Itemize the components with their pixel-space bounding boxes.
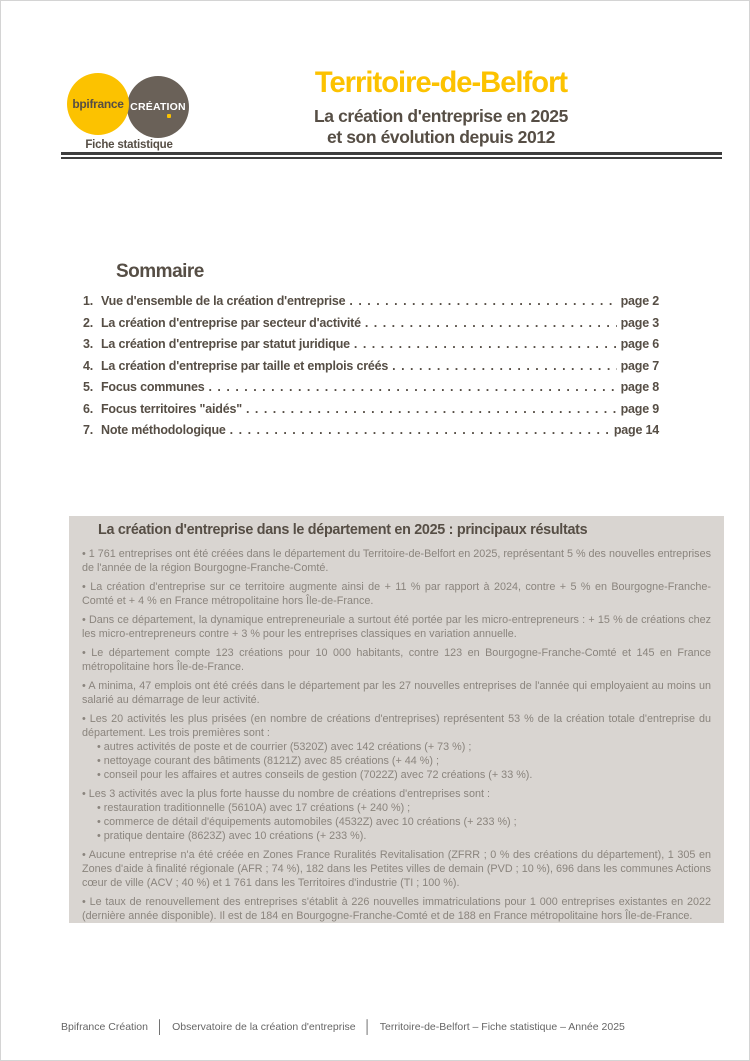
footer-brand: Bpifrance Création [61,1021,148,1033]
result-sub-bullet: • commerce de détail d'équipements automobiles (4532Z) avec 10 créations (+ 233 %) ; [97,815,711,829]
result-bullet: • Aucune entreprise n'a été créée en Zones France Ruralités Revitalisation (ZFRR ; 0 % des créations du département), 1 305 en Zones d'aide à finalité régionale (AFR ; 74 %), 182 dans les Petites villes de demain (PVD ; 10 %), 696 dans les communes Actions cœur de ville (ACV ; 40 %) et 1 761 dans les Territoires d'industrie (TI ; 100 %). [82,848,711,890]
footer-observatory: Observatoire de la création d'entreprise [172,1021,356,1033]
result-bullet: • Les 20 activités les plus prisées (en nombre de créations d'entreprises) représentent 53 % de la création totale d'entreprise du département. Les trois premières sont : [82,712,711,740]
toc-item-label: La création d'entreprise par statut juridique [101,337,350,351]
footer-separator: │ [155,1019,165,1034]
result-bullet: • Le taux de renouvellement des entreprises s'établit à 226 nouvelles immatriculations pour 1 000 entreprises existantes en 2022 (dernière année disponible). Il est de 184 en Bourgogne-Franche-Comté et de 188 en France métropolitaine hors Île-de-France. [82,895,711,923]
result-sub-bullet: • nettoyage courant des bâtiments (8121Z) avec 85 créations (+ 44 %) ; [97,754,711,768]
result-bullet: • 1 761 entreprises ont été créées dans le département du Territoire-de-Belfort en 2025, représentant 5 % des nouvelles entreprises de l'année de la région Bourgogne-Franche-Comté. [82,547,711,575]
creation-logo-circle [127,76,189,138]
toc-item-label: Focus territoires "aidés" [101,401,242,416]
results-box [69,516,724,923]
footer-separator: │ [363,1019,372,1034]
result-sub-bullet: • pratique dentaire (8623Z) avec 10 créations (+ 233 %). [97,829,711,843]
dot-leader [230,423,610,437]
toc-item[interactable] [83,316,659,338]
logo-i-dot-icon [167,114,171,118]
results-box-title: La création d'entreprise dans le département en 2025 : principaux résultats [98,522,588,538]
page-subtitle-line1: La création d'entreprise en 2025 [314,106,568,126]
toc-item-label: Note méthodologique [101,423,226,437]
page-subtitle [246,106,636,148]
toc-item[interactable] [83,402,659,424]
result-bullet-group [82,613,711,641]
result-bullet: • La création d'entreprise sur ce territoire augmente ainsi de + 11 % par rapport à 2024, contre + 5 % en Bourgogne-Franche-Comté et + 4 % en France métropolitaine hors Île-de-France. [82,580,711,608]
toc-item-page: page 2 [620,294,659,308]
dot-leader [208,380,616,394]
page-subtitle-line2: et son évolution depuis 2012 [326,127,556,147]
result-bullet-group [82,580,711,608]
result-bullet-group [82,679,711,707]
result-bullet: • Le département compte 123 créations pour 10 000 habitants, contre 123 en Bourgogne-Franche-Comté et 145 en France métropolitaine hors Île-de-France. [82,646,711,674]
result-bullet-group [82,547,711,575]
toc-item[interactable] [83,380,659,402]
result-bullet-group [82,848,711,890]
toc-item-number: 6. [83,401,94,416]
toc-heading: Sommaire [116,261,204,282]
result-bullet: • A minima, 47 emplois ont été créés dans le département par les 27 nouvelles entreprises de l'année qui employaient au moins un salarié au démarrage de leur activité. [82,679,711,707]
result-bullet-group [82,787,711,843]
header-divider [61,152,722,159]
dot-leader [392,359,616,373]
result-sub-bullets [82,740,711,782]
toc-item-page: page 9 [620,401,659,416]
toc-item-number: 2. [83,315,94,330]
toc-item-label: La création d'entreprise par taille et emplois créés [101,358,389,373]
toc-item[interactable] [83,294,659,316]
result-bullet: • Dans ce département, la dynamique entrepreneuriale a surtout été portée par les micro-entrepreneurs : + 15 % de créations chez les micro-entrepreneurs contre + 3 % pour les entreprises classiques en variation annuelle. [82,613,711,641]
result-sub-bullet: • restauration traditionnelle (5610A) avec 17 créations (+ 240 %) ; [97,801,711,815]
toc-item-page: page 3 [620,315,659,330]
result-bullet-group [82,895,711,923]
result-sub-bullets [82,801,711,843]
toc-item-number: 4. [83,358,94,373]
dot-leader [246,402,617,416]
toc-item-label: Focus communes [101,380,205,394]
footer-document-info: Territoire-de-Belfort – Fiche statistique – Année 2025 [379,1021,625,1033]
toc-item-page: page 8 [620,380,659,394]
toc-item[interactable] [83,337,659,359]
toc-item-page: page 7 [620,358,659,373]
dot-leader [365,316,617,330]
toc-item-number: 3. [83,337,94,351]
toc-item-number: 1. [83,294,94,308]
page-title: Territoire-de-Belfort [314,66,568,99]
toc-item-page: page 6 [620,337,659,351]
result-bullet-group [82,712,711,782]
toc-item-label: La création d'entreprise par secteur d'activité [101,315,361,330]
result-bullet-group [82,646,711,674]
page-footer [61,1019,625,1034]
bpifrance-logo-text: bpifrance [72,97,124,111]
toc-list [83,294,659,445]
dot-leader [354,337,617,351]
bpifrance-logo-circle [67,73,129,135]
toc-item-label: Vue d'ensemble de la création d'entreprise [101,294,346,308]
title-block [246,67,636,148]
dot-leader [349,294,616,308]
logo-tagline: Fiche statistique [85,139,173,151]
result-sub-bullet: • conseil pour les affaires et autres conseils de gestion (7022Z) avec 72 créations (+ 33 %). [97,768,711,782]
result-sub-bullet: • autres activités de poste et de courrier (5320Z) avec 142 créations (+ 73 %) ; [97,740,711,754]
results-bullet-list [82,547,711,923]
creation-logo-text: CRÉATION [130,101,186,113]
toc-item-number: 5. [83,380,94,394]
toc-item[interactable] [83,359,659,381]
toc-item-page: page 14 [613,423,659,437]
toc-item[interactable] [83,423,659,445]
toc-item-number: 7. [83,423,94,437]
result-bullet: • Les 3 activités avec la plus forte hausse du nombre de créations d'entreprises sont : [82,787,711,801]
